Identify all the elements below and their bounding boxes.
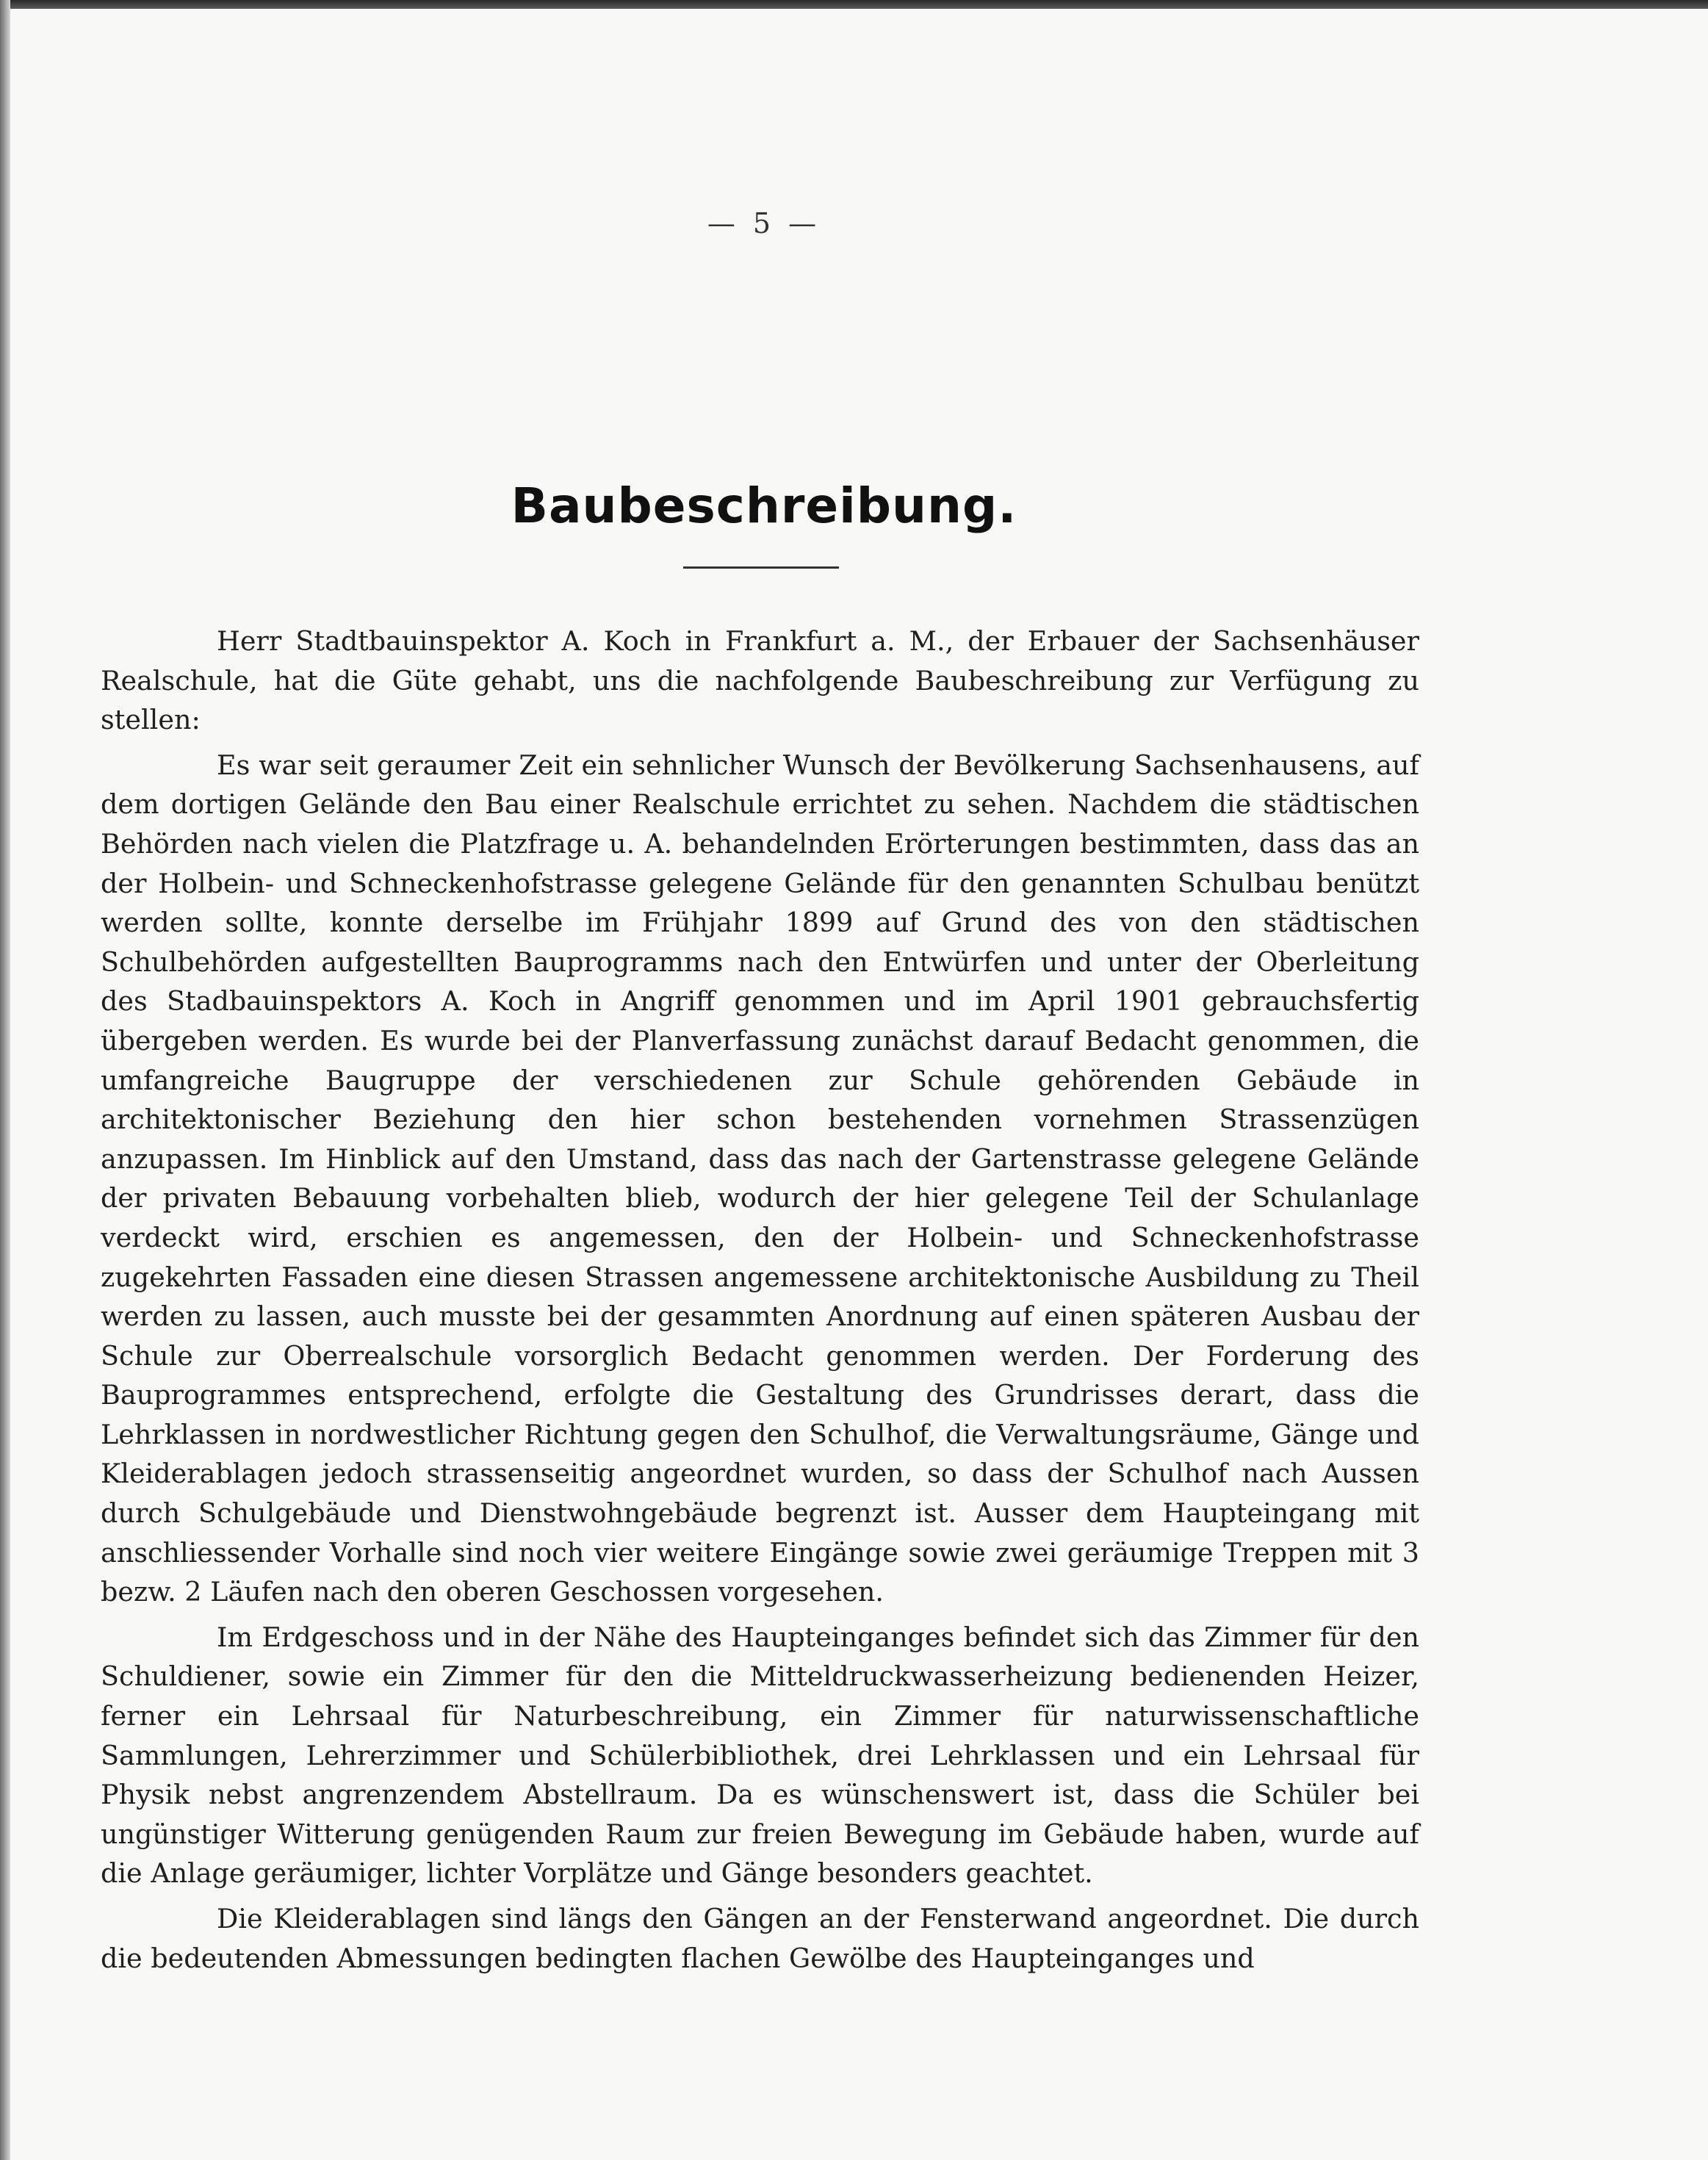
paragraph-intro: Herr Stadtbauinspektor A. Koch in Frankfurt a. M., der Erbauer der Sachsenhäuser Realschule, hat die Güte gehabt, uns die nachfolgende Baubeschreibung zur Verfügung zu stellen:: [101, 625, 1419, 736]
paragraph-history: Es war seit geraumer Zeit ein sehnlicher Wunsch der Bevölkerung Sachsenhausens, auf dem dortigen Gelände den Bau einer Realschule errichtet zu sehen. Nachdem die städtischen Behörden nach vielen die Platzfrage u. A. behandelnden Erörterungen bestimmten, dass das an der Holbein- und Schneckenhofstrasse gelegene Gelände für den genannten Schulbau benützt werden sollte, konnte derselbe im Frühjahr 1899 auf Grund des von den städtischen Schulbehörden aufgestellten Bauprogramms nach den Entwürfen und unter der Oberleitung des Stadbauinspektors A. Koch in Angriff genommen und im April 1901 gebrauchsfertig übergeben werden. Es wurde bei der Planverfassung zunächst darauf Bedacht genommen, die umfangreiche Baugruppe der verschiedenen zur Schule gehörenden Gebäude in architektonischer Beziehung den hier schon bestehenden vornehmen Strassenzügen anzupassen. Im Hinblick auf den Umstand, dass das nach der Gartenstrasse gelegene Gelände der privaten Bebauung vorbehalten blieb, wodurch der hier gelegene Teil der Schulanlage verdeckt wird, erschien es angemessen, den der Holbein- und Schneckenhofstrasse zugekehrten Fassaden eine diesen Strassen angemessene architektonische Ausbildung zu Theil werden zu lassen, auch musste bei der gesammten Anordnung auf einen späteren Ausbau der Schule zur Oberrealschule vorsorglich Bedacht genommen werden. Der Forderung des Bauprogrammes entsprechend, erfolgte die Gestaltung des Grundrisses derart, dass die Lehrklassen in nordwestlicher Richtung gegen den Schulhof, die Verwaltungsräume, Gänge und Kleiderablagen jedoch strassenseitig angeordnet wurden, so dass der Schulhof nach Aussen durch Schulgebäude und Dienstwohngebäude begrenzt ist. Ausser dem Haupteingang mit anschliessender Vorhalle sind noch vier weitere Eingänge sowie zwei geräumige Treppen mit 3 bezw. 2 Läufen nach den oberen Geschossen vorgesehen.: [101, 749, 1419, 1608]
page-number: — 5 —: [707, 207, 821, 240]
title-divider: [683, 566, 839, 569]
paragraph-ground-floor: Im Erdgeschoss und in der Nähe des Haupteinganges befindet sich das Zimmer für den Schuldiener, sowie ein Zimmer für den die Mitteldruckwasserheizung bedienenden Heizer, ferner ein Lehrsaal für Naturbeschreibung, ein Zimmer für naturwissenschaftliche Sammlungen, Lehrerzimmer und Schülerbibliothek, drei Lehrklassen und ein Lehrsaal für Physik nebst angrenzendem Abstellraum. Da es wünschenswert ist, dass die Schüler bei ungünstiger Witterung genügenden Raum zur freien Bewegung im Gebäude haben, wurde auf die Anlage geräumiger, lichter Vorplätze und Gänge besonders geachtet.: [101, 1621, 1419, 1890]
scan-top-edge: [0, 0, 1708, 9]
paragraph-cloakrooms: Die Kleiderablagen sind längs den Gängen an der Fensterwand angeordnet. Die durch die bedeutenden Abmessungen bedingten flachen Gewölbe des Haupteinganges und: [101, 1903, 1419, 1974]
scan-left-edge: [0, 0, 10, 2160]
body-text: [101, 622, 1419, 1984]
page-title: Baubeschreibung.: [511, 478, 1017, 534]
